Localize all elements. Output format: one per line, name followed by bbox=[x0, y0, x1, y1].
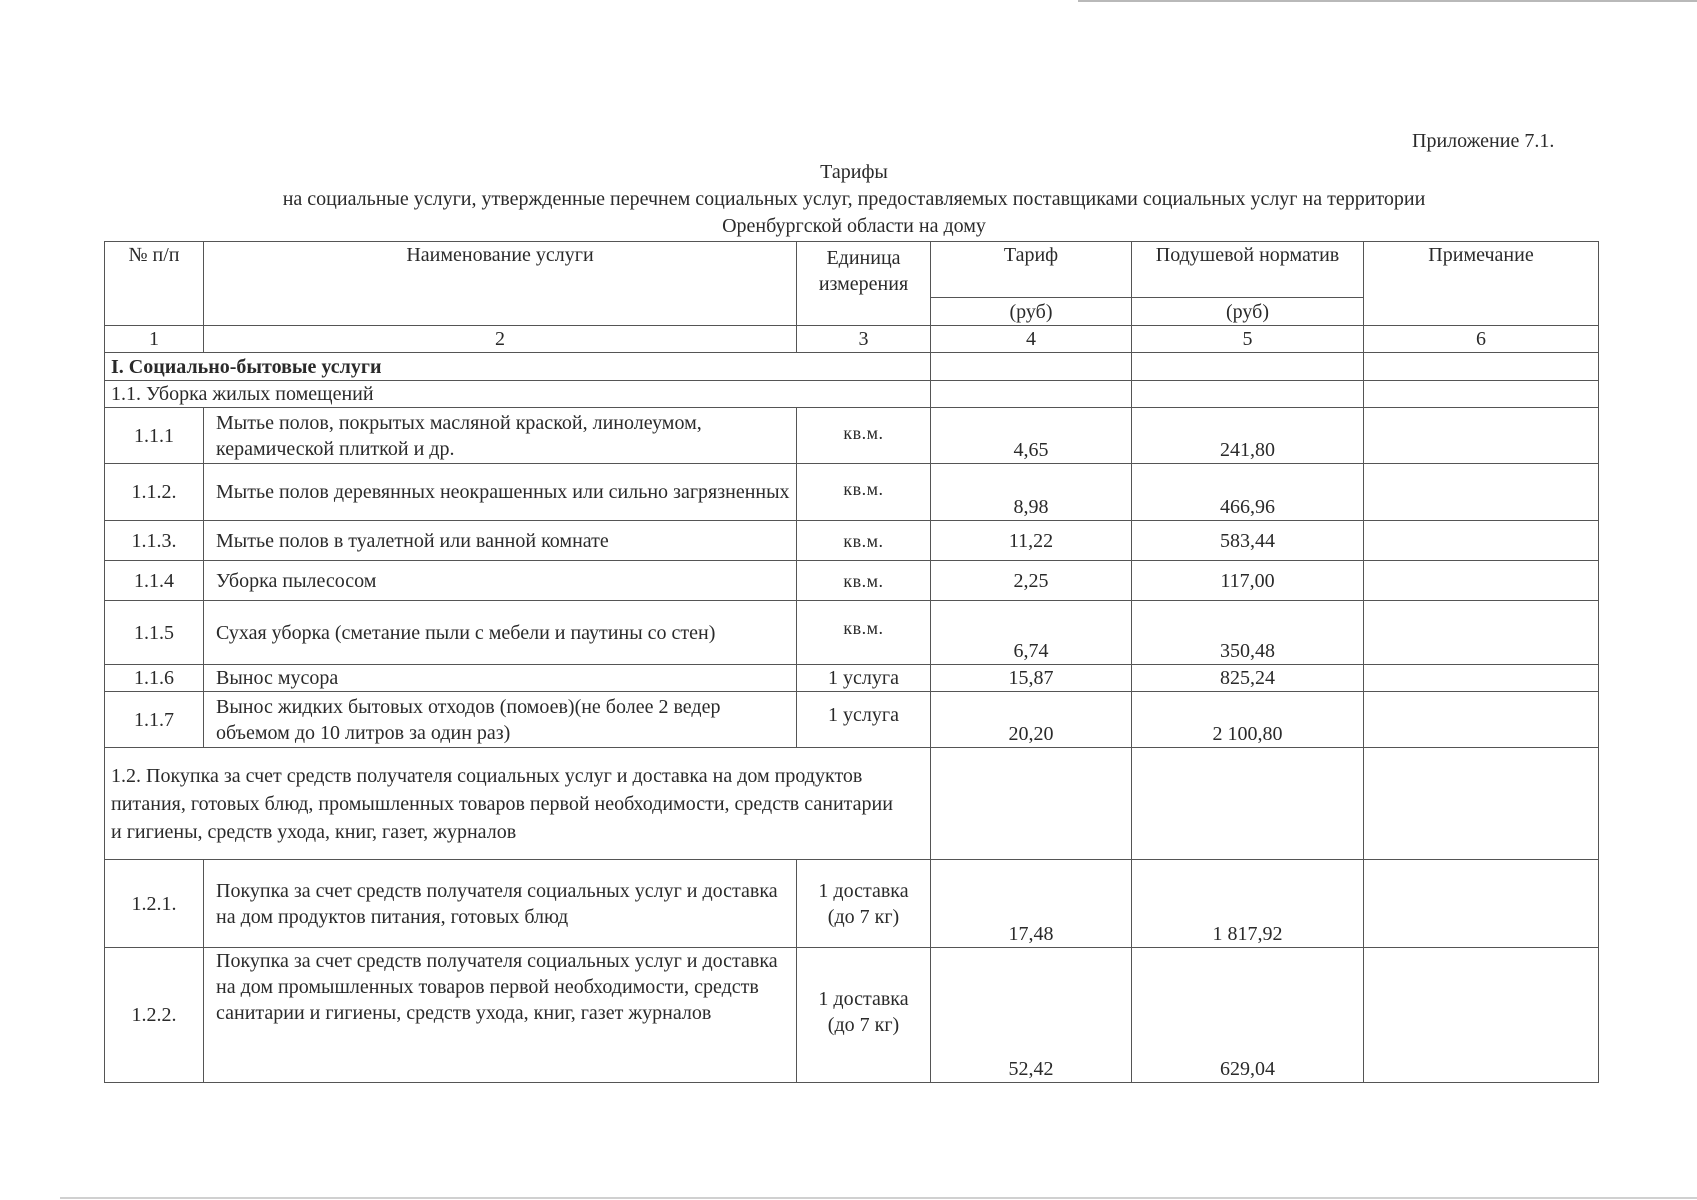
service-unit: кв.м. bbox=[797, 521, 931, 561]
title-line-1: Тарифы bbox=[820, 161, 888, 183]
header-row bbox=[105, 242, 1599, 298]
service-tariff: 20,20 bbox=[931, 692, 1132, 748]
column-number: 6 bbox=[1364, 326, 1599, 353]
service-name: Мытье полов, покрытых масляной краской, линолеумом, керамической плиткой и др. bbox=[204, 408, 797, 464]
service-note bbox=[1364, 948, 1599, 1083]
column-numbers-row bbox=[105, 326, 1599, 353]
service-norm: 1 817,92 bbox=[1132, 860, 1364, 948]
service-unit: 1 услуга bbox=[797, 665, 931, 692]
header-norm-unit: (руб) bbox=[1132, 298, 1364, 326]
table-row bbox=[105, 408, 1599, 464]
service-note bbox=[1364, 665, 1599, 692]
service-note bbox=[1364, 561, 1599, 601]
service-note bbox=[1364, 601, 1599, 665]
service-name: Покупка за счет средств получателя социальных услуг и доставка на дом продуктов питания, готовых блюд bbox=[204, 860, 797, 948]
service-norm: 241,80 bbox=[1132, 408, 1364, 464]
row-number: 1.1.1 bbox=[105, 408, 204, 464]
appendix-label: Приложение 7.1. bbox=[1412, 130, 1555, 152]
service-name: Вынос мусора bbox=[204, 665, 797, 692]
title-line-3: Оренбургской области на дому bbox=[722, 215, 986, 237]
row-number: 1.1.7 bbox=[105, 692, 204, 748]
empty-cell bbox=[1132, 748, 1364, 860]
service-norm: 350,48 bbox=[1132, 601, 1364, 665]
service-tariff: 4,65 bbox=[931, 408, 1132, 464]
service-name: Уборка пылесосом bbox=[204, 561, 797, 601]
empty-cell bbox=[1132, 381, 1364, 408]
scan-edge-bottom bbox=[60, 1197, 1697, 1199]
table-row bbox=[105, 464, 1599, 521]
service-name: Мытье полов деревянных неокрашенных или сильно загрязненных bbox=[204, 464, 797, 521]
table-row bbox=[105, 860, 1599, 948]
service-tariff: 6,74 bbox=[931, 601, 1132, 665]
service-name: Сухая уборка (сметание пыли с мебели и паутины со стен) bbox=[204, 601, 797, 665]
table-row bbox=[105, 561, 1599, 601]
empty-cell bbox=[1132, 353, 1364, 381]
table-row bbox=[105, 692, 1599, 748]
empty-cell bbox=[931, 748, 1132, 860]
service-tariff: 8,98 bbox=[931, 464, 1132, 521]
service-tariff: 15,87 bbox=[931, 665, 1132, 692]
header-tariff: Тариф bbox=[931, 242, 1132, 298]
empty-cell bbox=[931, 353, 1132, 381]
service-norm: 583,44 bbox=[1132, 521, 1364, 561]
service-tariff: 17,48 bbox=[931, 860, 1132, 948]
row-number: 1.1.6 bbox=[105, 665, 204, 692]
service-unit: 1 доставка (до 7 кг) bbox=[797, 948, 931, 1083]
table-row bbox=[105, 665, 1599, 692]
subsection-title: 1.1. Уборка жилых помещений bbox=[105, 381, 931, 408]
empty-cell bbox=[931, 381, 1132, 408]
subsection-title: 1.2. Покупка за счет средств получателя социальных услуг и доставка на дом продуктов питания, готовых блюд, промышленных товаров первой необходимости, средств санитарии и гигиены, средств ухода, книг, газет, журналов bbox=[105, 748, 931, 860]
section-title: I. Социально-бытовые услуги bbox=[105, 353, 931, 381]
service-note bbox=[1364, 521, 1599, 561]
subsection-row bbox=[105, 748, 1599, 860]
row-number: 1.2.2. bbox=[105, 948, 204, 1083]
service-norm: 825,24 bbox=[1132, 665, 1364, 692]
header-tariff-unit: (руб) bbox=[931, 298, 1132, 326]
empty-cell bbox=[1364, 381, 1599, 408]
header-note: Примечание bbox=[1364, 242, 1599, 326]
service-unit: кв.м. bbox=[797, 601, 931, 665]
title-line-2: на социальные услуги, утвержденные перечнем социальных услуг, предоставляемых поставщиками социальных услуг на территории bbox=[282, 188, 1426, 210]
row-number: 1.1.2. bbox=[105, 464, 204, 521]
service-note bbox=[1364, 860, 1599, 948]
document-title bbox=[108, 159, 1600, 240]
table-row bbox=[105, 948, 1599, 1083]
table-row bbox=[105, 521, 1599, 561]
service-norm: 629,04 bbox=[1132, 948, 1364, 1083]
column-number: 4 bbox=[931, 326, 1132, 353]
column-number: 3 bbox=[797, 326, 931, 353]
column-number: 2 bbox=[204, 326, 797, 353]
header-no: № п/п bbox=[105, 242, 204, 326]
scan-edge-top bbox=[1078, 0, 1697, 2]
service-name: Покупка за счет средств получателя социальных услуг и доставка на дом промышленных товаров первой необходимости, средств санитарии и гигиены, средств ухода, книг, газет журналов bbox=[204, 948, 797, 1083]
service-unit: 1 доставка (до 7 кг) bbox=[797, 860, 931, 948]
service-unit: 1 услуга bbox=[797, 692, 931, 748]
service-norm: 466,96 bbox=[1132, 464, 1364, 521]
header-name: Наименование услуги bbox=[204, 242, 797, 326]
service-norm: 117,00 bbox=[1132, 561, 1364, 601]
service-note bbox=[1364, 692, 1599, 748]
empty-cell bbox=[1364, 748, 1599, 860]
empty-cell bbox=[1364, 353, 1599, 381]
row-number: 1.1.5 bbox=[105, 601, 204, 665]
tariffs-table bbox=[104, 241, 1599, 1083]
service-name: Вынос жидких бытовых отходов (помоев)(не более 2 ведер объемом до 10 литров за один раз) bbox=[204, 692, 797, 748]
service-tariff: 52,42 bbox=[931, 948, 1132, 1083]
service-unit: кв.м. bbox=[797, 464, 931, 521]
service-note bbox=[1364, 408, 1599, 464]
service-norm: 2 100,80 bbox=[1132, 692, 1364, 748]
service-note bbox=[1364, 464, 1599, 521]
row-number: 1.1.3. bbox=[105, 521, 204, 561]
header-unit: Единица измерения bbox=[797, 242, 931, 326]
service-unit: кв.м. bbox=[797, 561, 931, 601]
row-number: 1.2.1. bbox=[105, 860, 204, 948]
service-unit: кв.м. bbox=[797, 408, 931, 464]
section-row bbox=[105, 353, 1599, 381]
service-tariff: 11,22 bbox=[931, 521, 1132, 561]
subsection-row bbox=[105, 381, 1599, 408]
service-name: Мытье полов в туалетной или ванной комнате bbox=[204, 521, 797, 561]
service-tariff: 2,25 bbox=[931, 561, 1132, 601]
column-number: 5 bbox=[1132, 326, 1364, 353]
table-row bbox=[105, 601, 1599, 665]
column-number: 1 bbox=[105, 326, 204, 353]
row-number: 1.1.4 bbox=[105, 561, 204, 601]
header-norm: Подушевой норматив bbox=[1132, 242, 1364, 298]
